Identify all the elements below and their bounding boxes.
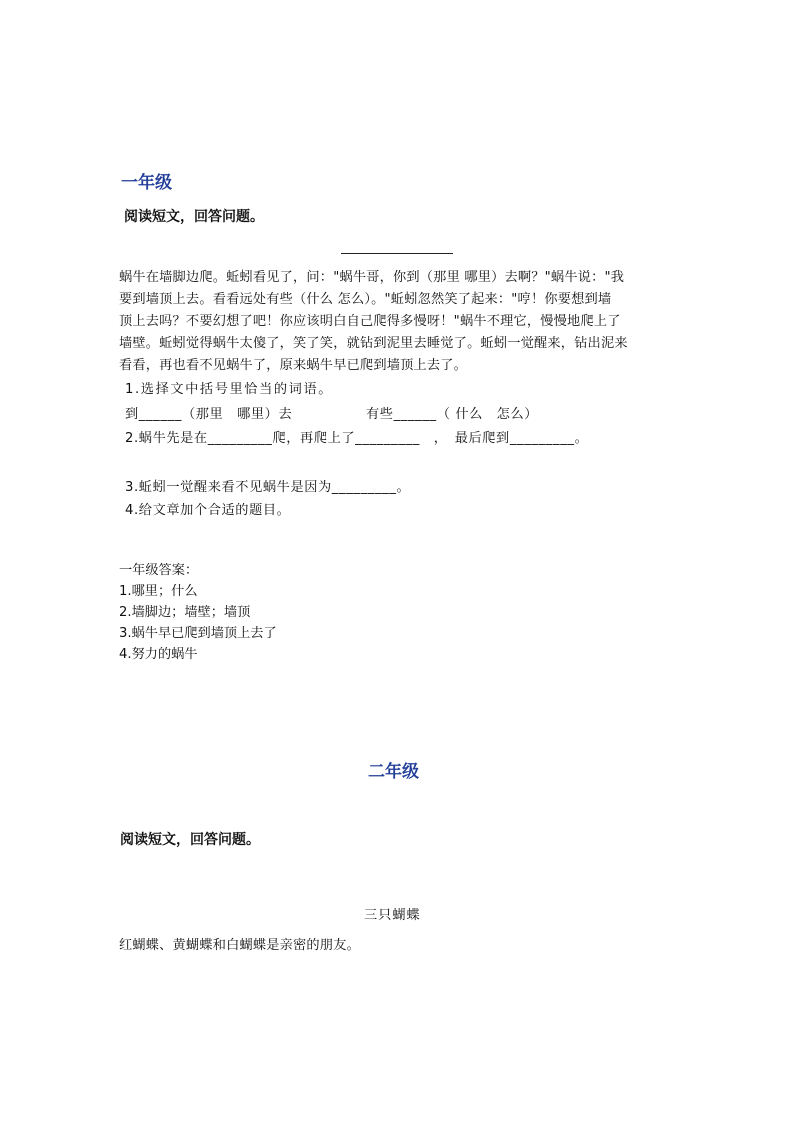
question-1-option-b: 有些______（ 什么 怎么） <box>366 407 539 422</box>
passage-line: 蜗牛在墙脚边爬。蚯蚓看见了，问："蜗牛哥，你到（那里 哪里）去啊？"蜗牛说："我 <box>119 270 625 285</box>
question-1-option-a: 到______（那里 哪里）去 <box>125 407 293 422</box>
grade2-passage-line: 红蝴蝶、黄蝴蝶和白蝴蝶是亲密的朋友。 <box>119 938 360 953</box>
question-4: 4.给文章加个合适的题目。 <box>125 503 291 518</box>
grade1-heading: 一年级 <box>121 173 172 193</box>
question-1: 1.选择文中括号里恰当的词语。 <box>125 382 334 397</box>
title-blank-line <box>341 253 453 254</box>
answer-item: 2.墙脚边；墙壁；墙顶 <box>119 605 251 620</box>
grade2-passage-title: 三只蝴蝶 <box>364 908 421 923</box>
passage-line: 要到墙顶上去。看看远处有些（什么 怎么）。"蚯蚓忽然笑了起来："哼！你要想到墙 <box>119 292 612 307</box>
answers-title: 一年级答案： <box>119 563 199 578</box>
question-2: 2.蜗牛先是在_________爬，再爬上了_________ ， 最后爬到_________。 <box>125 431 589 446</box>
grade1-instruction: 阅读短文，回答问题。 <box>124 209 264 225</box>
question-3: 3.蚯蚓一觉醒来看不见蜗牛是因为_________。 <box>125 480 411 495</box>
passage-line: 看看，再也看不见蜗牛了，原来蜗牛早已爬到墙顶上去了。 <box>119 358 468 373</box>
answer-item: 1.哪里；什么 <box>119 584 198 599</box>
grade2-instruction: 阅读短文，回答问题。 <box>120 832 260 848</box>
answer-item: 3.蜗牛早已爬到墙顶上去了 <box>119 626 277 641</box>
grade2-heading: 二年级 <box>368 762 419 782</box>
answer-item: 4.努力的蜗牛 <box>119 647 198 662</box>
passage-line: 墙壁。蚯蚓觉得蜗牛太傻了，笑了笑，就钻到泥里去睡觉了。蚯蚓一觉醒来，钻出泥来 <box>119 336 628 351</box>
passage-line: 顶上去吗？不要幻想了吧！你应该明白自己爬得多慢呀！"蜗牛不理它，慢慢地爬上了 <box>119 314 621 329</box>
